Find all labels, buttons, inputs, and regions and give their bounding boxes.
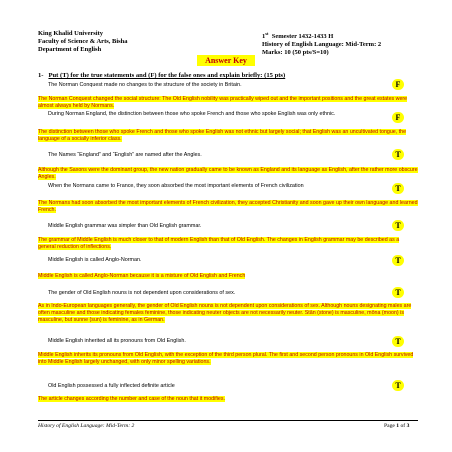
answer-mark-1: F [392,79,404,90]
explanation-1: The Norman Conquest changed the social structure: The Old English nobility was practically wiped out and the important positions and the great estates were almost always held by Normans. [38,96,408,109]
university-name: King Khalid University [38,30,104,37]
semester-text: Semester 1432-1433 H [271,33,334,41]
footer-course-title: History of English Language: Mid-Term: 2 [38,423,135,429]
header-left [38,30,128,54]
current-page: 1 [396,423,400,429]
explanation-9: The article changes according the number and case of the noun that it modifies. [38,396,225,402]
statement-5: Middle English grammar was simpler than Old English grammar. [48,223,202,229]
semester-suffix: st [265,31,269,36]
question-number: 1- [38,72,44,79]
statement-7: The gender of Old English nouns is not dependent upon considerations of sex. [48,290,236,296]
answer-mark-6: T [392,255,404,266]
explanation-7: As in Indo-European languages generally, the gender of Old English nouns is not dependent upon considerations of sex. Although nouns designating males are often masculine and those indicating females feminine, those indicating neuter objects are not necessarily neuter. Stân (stone) is masculine, môna (moon) is masculine, but sunne (sun) is feminine, as in German. [38,303,412,323]
marks-line: Marks: 10 (50 pts/S=10) [262,49,329,57]
statement-2: During Norman England, the distinction between those who spoke French and those who spoke English was only ethnic. [48,111,336,117]
answer-mark-2: F [392,112,404,123]
statement-3: The Names “England” and “English” are named after the Angles. [48,152,202,158]
department-name: Department of English [38,46,102,53]
answer-mark-4: T [392,183,404,194]
footer-page-number [384,423,409,429]
answer-mark-9: T [392,380,404,391]
semester-line [262,30,381,41]
answer-key-title: Answer Key [197,55,255,66]
footer-divider [38,420,418,421]
explanation-6: Middle English is called Anglo-Norman because it is a mixture of Old English and French [38,273,246,279]
answer-mark-8: T [392,336,404,347]
answer-mark-5: T [392,220,404,231]
explanation-3: Although the Saxons were the dominant group, the new nation gradually came to be known as England and its language as English, after the rather more obscure Angles. [38,167,418,180]
statement-1: The Norman Conquest made no changes to the structure of the society in Britain. [48,82,242,88]
semester-number: 1 [262,33,266,41]
answer-mark-7: T [392,287,404,298]
page-of-label: of [400,423,406,429]
explanation-5: The grammar of Middle English is much closer to that of modern English than that of Old English. The changes in English grammar may be described as a general reduction of inflections. [38,237,400,250]
explanation-2: The distinction between those who spoke French and those who spoke English was not ethnic but largely social; that English was an uncultivated tongue, the language of a socially inferior class. [38,129,407,142]
explanation-8: Middle English inherits its pronouns from Old English, with the exception of the third person plural. The first and second person pronouns in Old English survived into Middle English largely unchanged, with only minor spelling variations. [38,352,414,365]
statement-8: Middle English inherited all its pronouns from Old English. [48,338,186,344]
question-heading [38,72,285,79]
answer-mark-3: T [392,149,404,160]
question-instruction: Put (T) for the true statements and (F) for the false ones and explain briefly: (15 pts) [48,72,286,79]
statement-6: Middle English is called Anglo-Norman. [48,257,142,263]
total-pages: 3 [406,423,410,429]
explanation-4: The Normans had soon absorbed the most important elements of French civilization, they accepted Christianity and soon gave up their own language and learned French. [38,200,418,213]
exam-title: History of English Language: Mid-Term: 2 [262,41,382,49]
page-label: Page [384,423,395,429]
faculty-name: Faculty of Science & Arts, Bisha [38,38,128,45]
statement-4: When the Normans came to France, they soon absorbed the most important elements of French civilization [48,183,304,189]
header-right [262,30,381,57]
statement-9: Old English possessed a fully inflected definite article [48,383,175,389]
